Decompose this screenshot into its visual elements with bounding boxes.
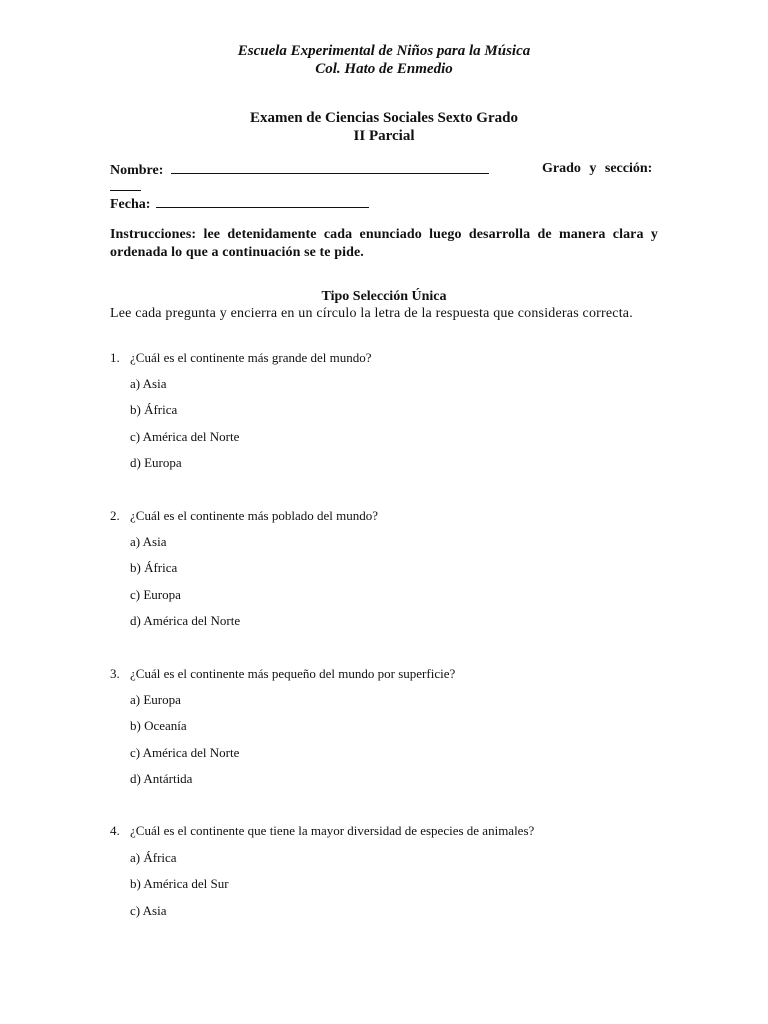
answer-option[interactable]: b) América del Sur xyxy=(130,876,229,891)
question-text: ¿Cuál es el continente más poblado del mundo? xyxy=(130,508,379,523)
name-field xyxy=(110,160,489,179)
question-number: 4. xyxy=(110,823,120,838)
answer-option[interactable]: a) Asia xyxy=(130,376,167,391)
answer-option[interactable]: b) África xyxy=(130,402,178,417)
question-number: 2. xyxy=(110,508,120,523)
question-number: 3. xyxy=(110,666,120,681)
date-label: Fecha: xyxy=(110,197,151,212)
question-number: 1. xyxy=(110,350,120,365)
school-name: Escuela Experimental de Niños para la Música xyxy=(237,43,531,59)
answer-option[interactable]: c) Europa xyxy=(130,587,181,602)
name-blank[interactable] xyxy=(171,160,489,174)
date-field xyxy=(110,194,369,213)
question-text: ¿Cuál es el continente más grande del mundo? xyxy=(130,350,372,365)
answer-option[interactable]: c) América del Norte xyxy=(130,745,240,760)
section-title: Tipo Selección Única xyxy=(321,289,447,304)
answer-option[interactable]: c) Asia xyxy=(130,903,167,918)
answer-option[interactable]: a) África xyxy=(130,850,177,865)
answer-option[interactable]: b) Oceanía xyxy=(130,718,187,733)
answer-option[interactable]: c) América del Norte xyxy=(130,429,240,444)
exam-title: Examen de Ciencias Sociales Sexto Grado xyxy=(250,110,518,126)
answer-option[interactable]: b) África xyxy=(130,560,178,575)
section-description: Lee cada pregunta y encierra en un círculo la letra de la respuesta que consideras correcta. xyxy=(110,306,633,321)
answer-option[interactable]: a) Asia xyxy=(130,534,167,549)
exam-partial: II Parcial xyxy=(353,128,415,144)
question-text: ¿Cuál es el continente que tiene la mayor diversidad de especies de animales? xyxy=(130,823,535,838)
name-label: Nombre: xyxy=(110,163,164,178)
grade-blank[interactable] xyxy=(110,177,141,191)
question-text: ¿Cuál es el continente más pequeño del mundo por superficie? xyxy=(130,666,456,681)
grade-label: Grado y sección: xyxy=(542,161,653,176)
answer-option[interactable]: a) Europa xyxy=(130,692,181,707)
instructions: Instrucciones: lee detenidamente cada enunciado luego desarrolla de manera clara y ordenada lo que a continuación se te pide. xyxy=(110,227,658,260)
date-blank[interactable] xyxy=(156,194,369,208)
answer-option[interactable]: d) Europa xyxy=(130,455,182,470)
school-location: Col. Hato de Enmedio xyxy=(315,61,453,77)
answer-option[interactable]: d) América del Norte xyxy=(130,613,241,628)
answer-option[interactable]: d) Antártida xyxy=(130,771,193,786)
